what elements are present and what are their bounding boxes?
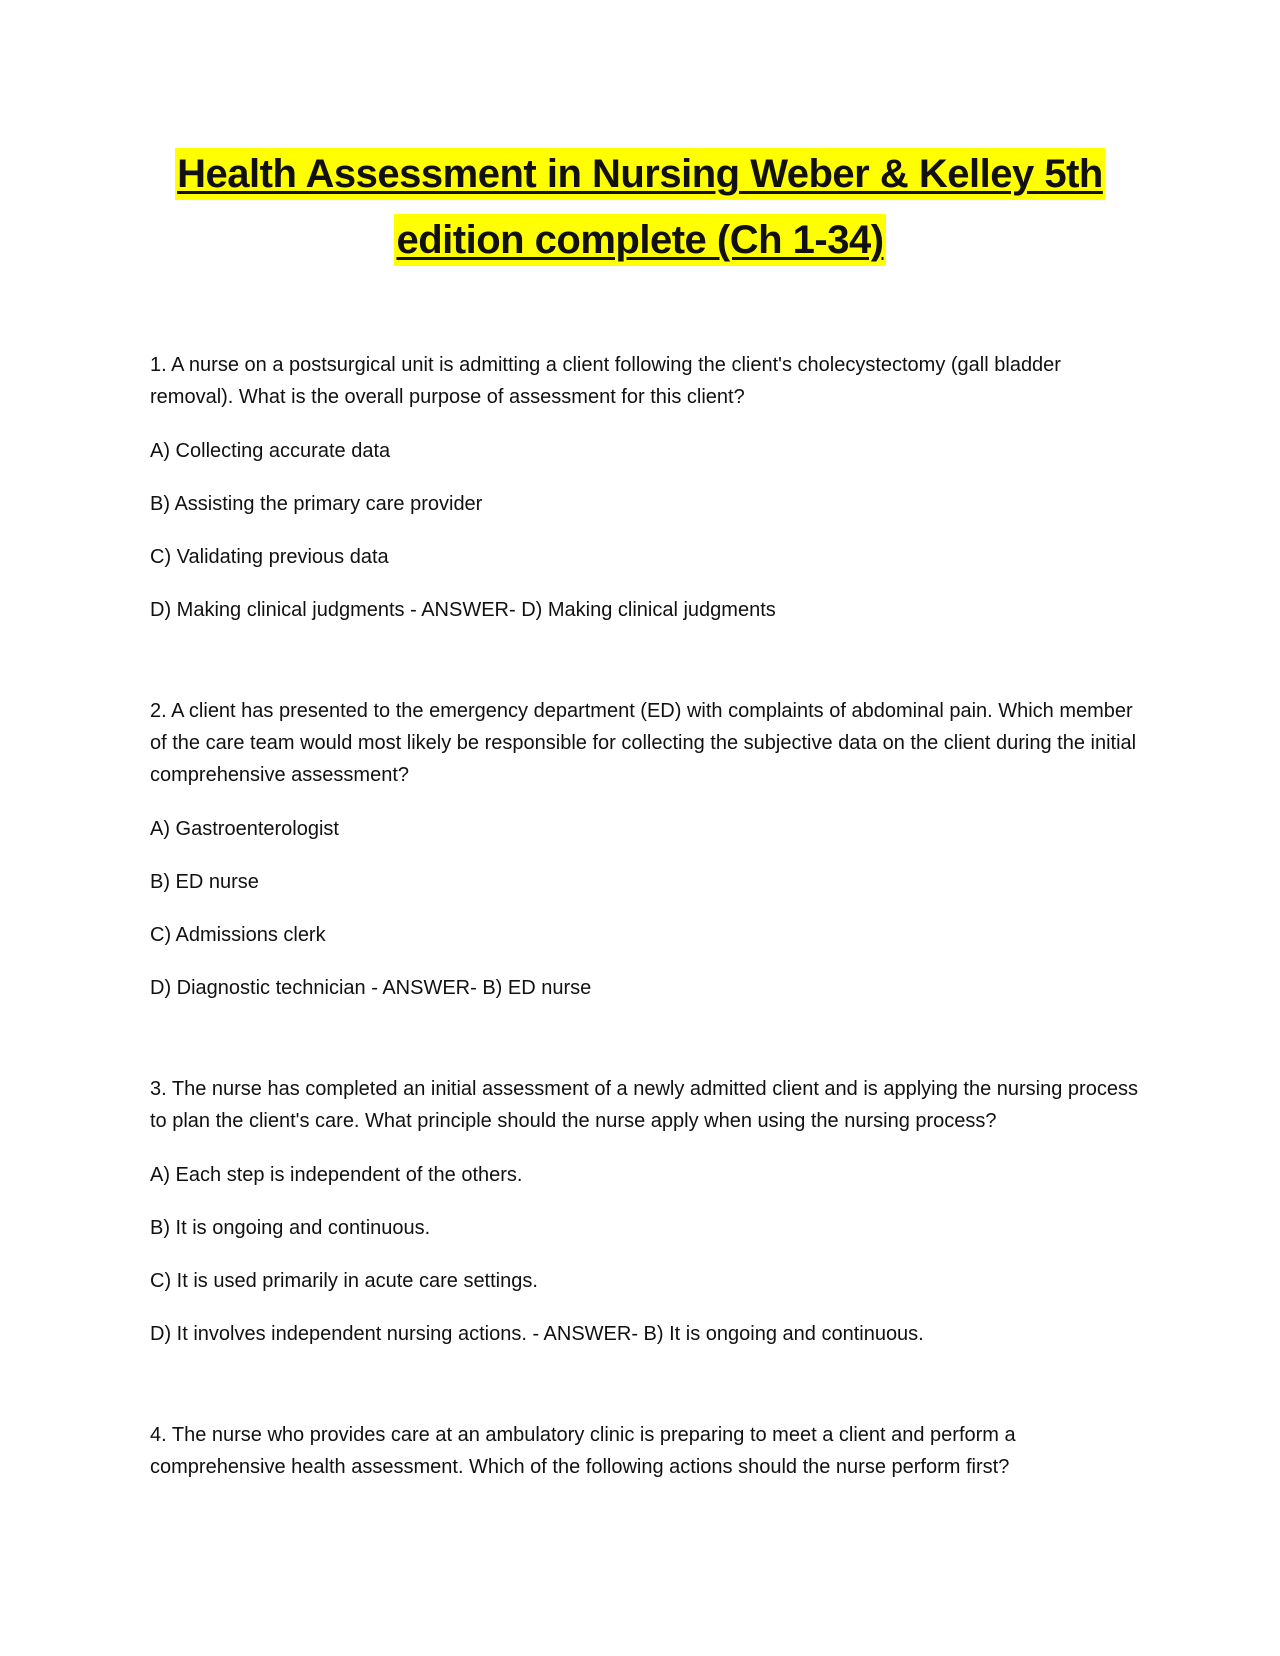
question-4 <box>150 1419 1140 1483</box>
answer-option-d: D) Making clinical judgments - ANSWER- D) Making clinical judgments <box>150 599 776 621</box>
question-3 <box>150 1073 1140 1350</box>
answer-option-b: B) Assisting the primary care provider <box>150 493 483 515</box>
document-title <box>0 148 1280 280</box>
title-line-1: Health Assessment in Nursing Weber & Kelley 5th <box>175 148 1105 200</box>
question-stem: 1. A nurse on a postsurgical unit is admitting a client following the client's cholecystectomy (gall bladder removal). What is the overall purpose of assessment for this client? <box>150 354 1061 408</box>
answer-option-d: D) It involves independent nursing actions. - ANSWER- B) It is ongoing and continuous. <box>150 1323 924 1345</box>
answer-option-b: B) It is ongoing and continuous. <box>150 1217 431 1239</box>
question-stem: 4. The nurse who provides care at an ambulatory clinic is preparing to meet a client and perform a comprehensive health assessment. Which of the following actions should the nurse perform first? <box>150 1424 1016 1478</box>
answer-option-c: C) It is used primarily in acute care settings. <box>150 1270 538 1292</box>
answer-option-c: C) Validating previous data <box>150 546 389 568</box>
answer-option-b: B) ED nurse <box>150 871 259 893</box>
answer-option-a: A) Gastroenterologist <box>150 818 339 840</box>
question-list <box>150 349 1140 1552</box>
answer-option-d: D) Diagnostic technician - ANSWER- B) ED nurse <box>150 977 592 999</box>
answer-option-a: A) Collecting accurate data <box>150 440 391 462</box>
answer-option-a: A) Each step is independent of the others. <box>150 1164 523 1186</box>
question-stem: 3. The nurse has completed an initial assessment of a newly admitted client and is applying the nursing process to plan the client's care. What principle should the nurse apply when using the nursing process? <box>150 1078 1138 1132</box>
question-1 <box>150 349 1140 626</box>
answer-option-c: C) Admissions clerk <box>150 924 326 946</box>
question-stem: 2. A client has presented to the emergency department (ED) with complaints of abdominal pain. Which member of the care team would most likely be responsible for collecting the subjective data on the client during the initial comprehensive assessment? <box>150 700 1137 786</box>
title-line-2: edition complete (Ch 1-34) <box>394 214 885 266</box>
question-2 <box>150 695 1140 1004</box>
